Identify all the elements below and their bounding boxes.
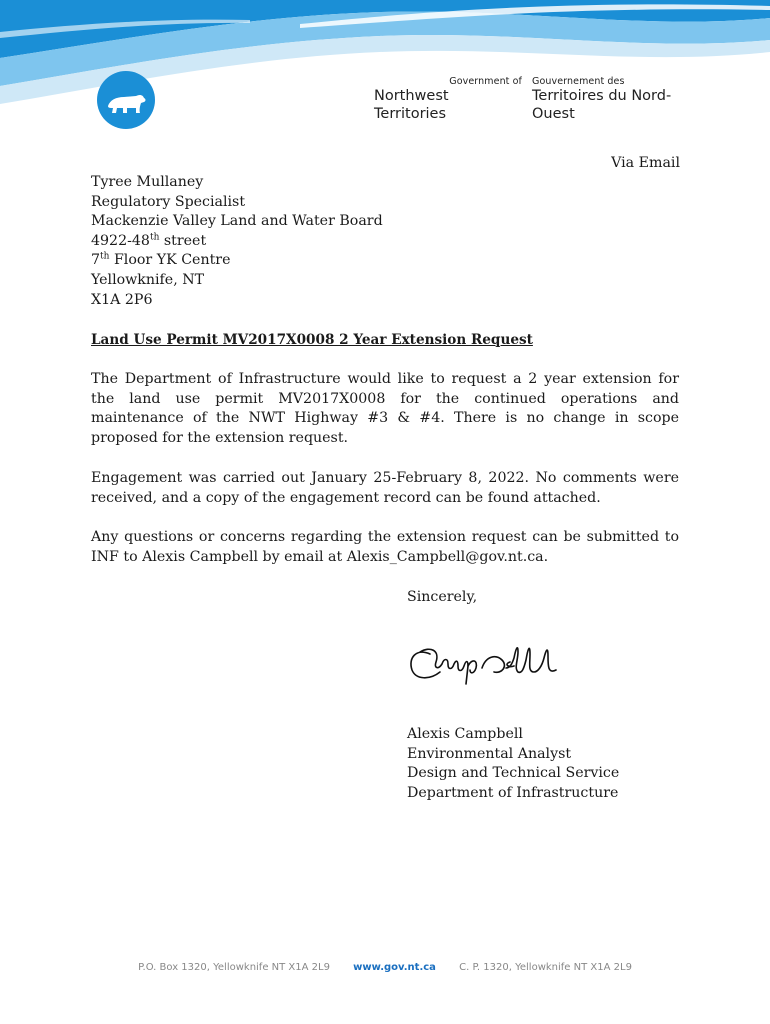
body-paragraph: The Department of Infrastructure would like to request a 2 year extension for the land use permit MV2017X0008 for the continued operations and maintenance of the NWT Highway #3 & #4. There is no change in scope proposed for the extension request. (91, 371, 679, 446)
gov-fr-name: Territoires du Nord-Ouest (532, 88, 672, 122)
gov-name-french (532, 76, 712, 123)
signer-division: Design and Technical Service (407, 765, 620, 782)
body-paragraph: Any questions or concerns regarding the extension request can be submitted to INF to Alexis Campbell by email at Alexis_Campbell@gov.nt.ca. (91, 529, 679, 565)
polar-bear-logo-icon (96, 70, 156, 130)
letter-subject: Land Use Permit MV2017X0008 2 Year Extension Request (91, 332, 533, 348)
body-paragraph: Engagement was carried out January 25-February 8, 2022. No comments were received, and a copy of the engagement record can be found attached. (91, 470, 679, 506)
recipient-title: Regulatory Specialist (91, 193, 246, 210)
signer-title: Environmental Analyst (407, 745, 572, 762)
signer-department: Department of Infrastructure (407, 784, 619, 801)
recipient-address (91, 173, 511, 310)
footer-address-en: P.O. Box 1320, Yellowknife NT X1A 2L9 (138, 962, 330, 973)
recipient-city: Yellowknife, NT (91, 271, 205, 288)
recipient-floor: 7th Floor YK Centre (91, 251, 231, 269)
gov-fr-small: Gouvernement des (532, 76, 625, 87)
footer-website-link[interactable]: www.gov.nt.ca (353, 962, 436, 973)
gov-name-english (374, 76, 522, 123)
handwritten-signature (404, 634, 584, 694)
recipient-name: Tyree Mullaney (91, 174, 204, 190)
recipient-postal: X1A 2P6 (91, 291, 153, 308)
recipient-org: Mackenzie Valley Land and Water Board (91, 213, 383, 230)
signature-block (407, 725, 619, 803)
gov-en-name: Northwest Territories (374, 88, 449, 122)
signer-name: Alexis Campbell (407, 726, 523, 742)
delivery-method: Via Email (611, 155, 680, 171)
closing: Sincerely, (407, 589, 478, 605)
gov-en-small: Government of (449, 76, 522, 87)
footer (0, 962, 770, 973)
footer-address-fr: C. P. 1320, Yellowknife NT X1A 2L9 (459, 962, 632, 973)
recipient-street: 4922-48th street (91, 232, 207, 249)
